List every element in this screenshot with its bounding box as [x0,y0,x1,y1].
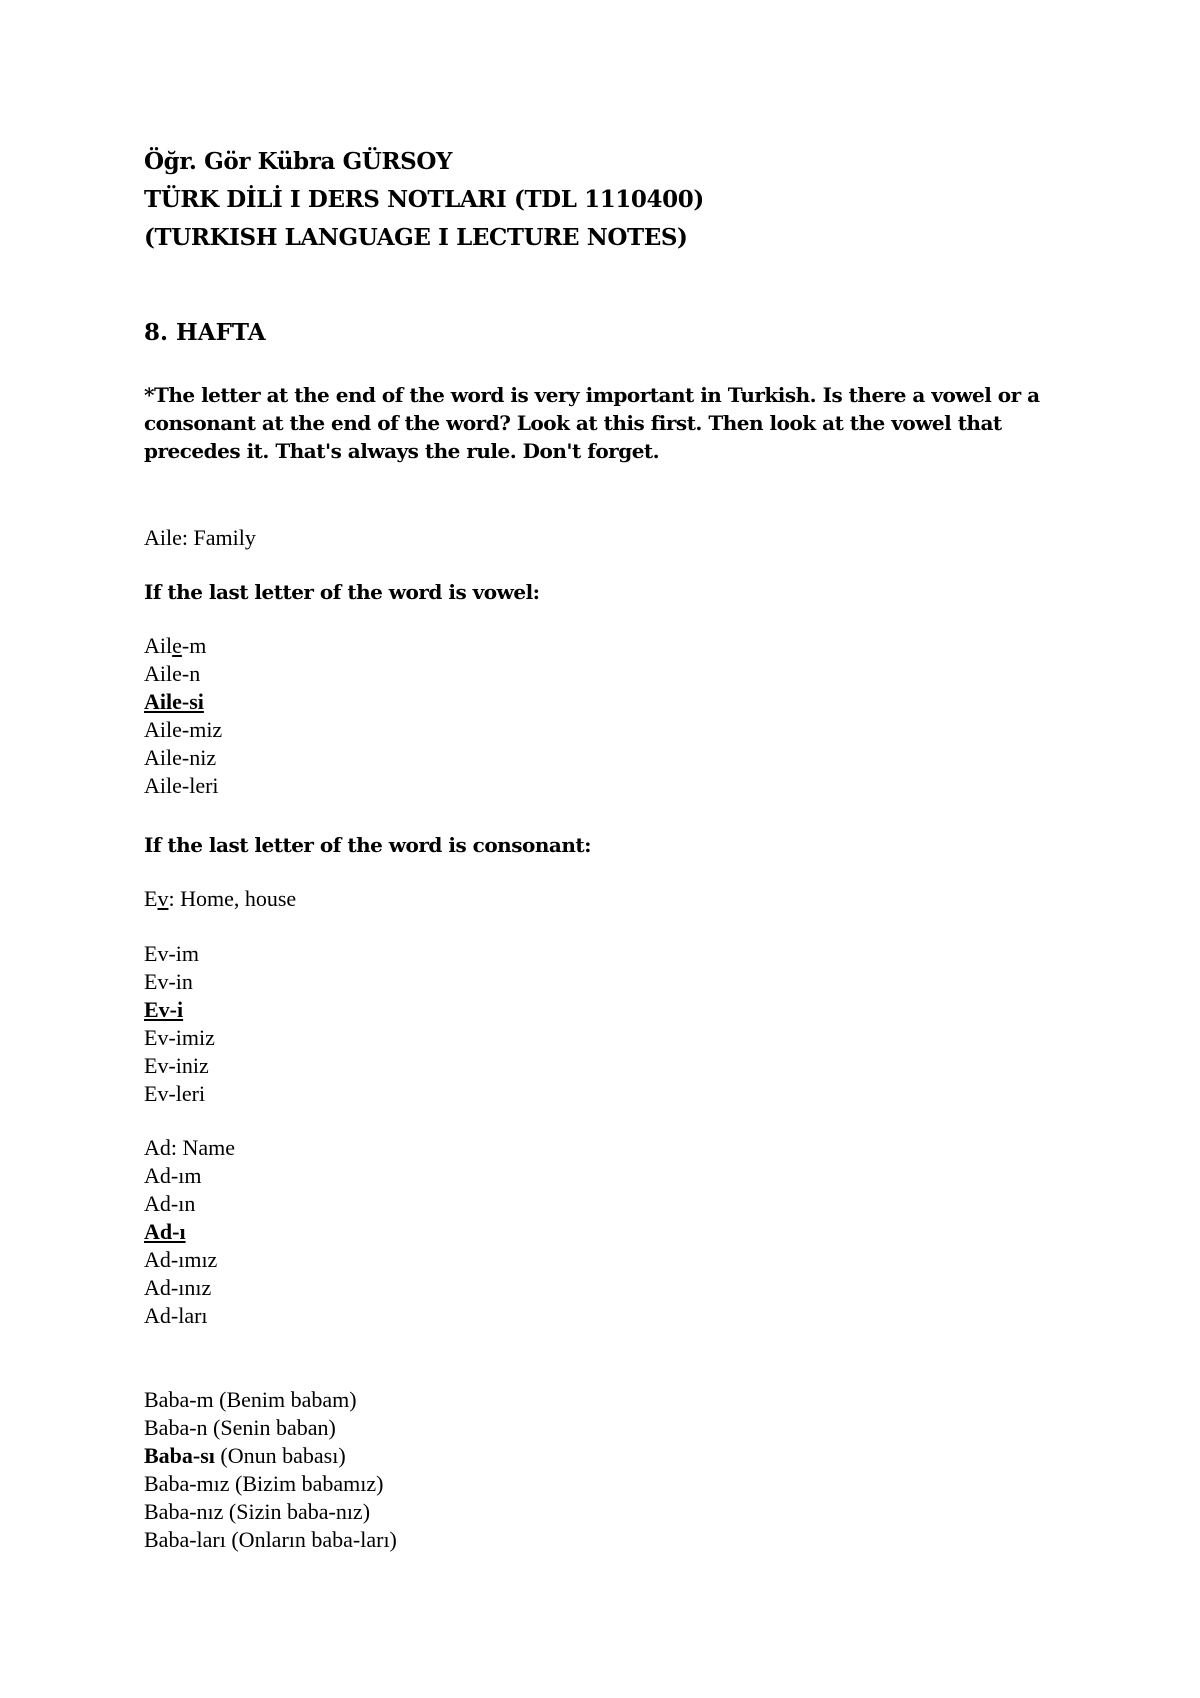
ad-form-6: Ad-ları [144,1303,208,1328]
ad-form-3: Ad-ı [144,1219,186,1244]
baba-forms [144,1386,397,1554]
ad-form-1: Ad-ım [144,1163,202,1188]
baba-form-4: Baba-mız (Bizim babamız) [144,1471,384,1496]
ev-form-4: Ev-imiz [144,1025,215,1050]
rule-note-line: precedes it. That's always the rule. Don't forget. [144,439,660,463]
aile-form-6: Aile-leri [144,773,219,798]
vowel-rule-heading: If the last letter of the word is vowel: [144,580,540,604]
baba-form-3: Baba-sı (Onun babası) [144,1443,346,1468]
consonant-rule-heading: If the last letter of the word is consonant: [144,833,591,857]
course-title-en: (TURKISH LANGUAGE I LECTURE NOTES) [144,224,688,251]
baba-form-1: Baba-m (Benim babam) [144,1387,357,1412]
rule-note [144,381,1064,465]
ad-form-2: Ad-ın [144,1191,196,1216]
course-title-tr: TÜRK DİLİ I DERS NOTLARI (TDL 1110400) [144,186,704,213]
ad-form-5: Ad-ınız [144,1275,212,1300]
ad-form-4: Ad-ımız [144,1247,218,1272]
author-line: Öğr. Gör Kübra GÜRSOY [144,148,453,175]
ad-forms [144,1134,235,1330]
ev-form-1: Ev-im [144,941,199,966]
week-heading: 8. HAFTA [144,319,266,346]
aile-form-4: Aile-miz [144,717,223,742]
aile-form-2: Aile-n [144,661,201,686]
ev-form-2: Ev-in [144,969,193,994]
aile-form-3: Aile-si [144,689,204,714]
ev-definition: Ev: Home, house [144,886,297,911]
baba-form-5: Baba-nız (Sizin baba-nız) [144,1499,371,1524]
aile-form-5: Aile-niz [144,745,217,770]
baba-form-6: Baba-ları (Onların baba-ları) [144,1527,397,1552]
aile-forms [144,632,222,800]
ev-form-5: Ev-iniz [144,1053,209,1078]
ev-form-3: Ev-i [144,997,184,1022]
document-header [144,143,704,257]
rule-note-line: consonant at the end of the word? Look at this first. Then look at the vowel that [144,411,1002,435]
ev-forms [144,940,215,1108]
aile-definition: Aile: Family [144,525,256,550]
baba-form-2: Baba-n (Senin baban) [144,1415,336,1440]
ad-definition: Ad: Name [144,1135,236,1160]
aile-form-1: Aile-m [144,633,207,658]
ev-form-6: Ev-leri [144,1081,206,1106]
rule-note-line: *The letter at the end of the word is very important in Turkish. Is there a vowel or a [144,383,1040,407]
